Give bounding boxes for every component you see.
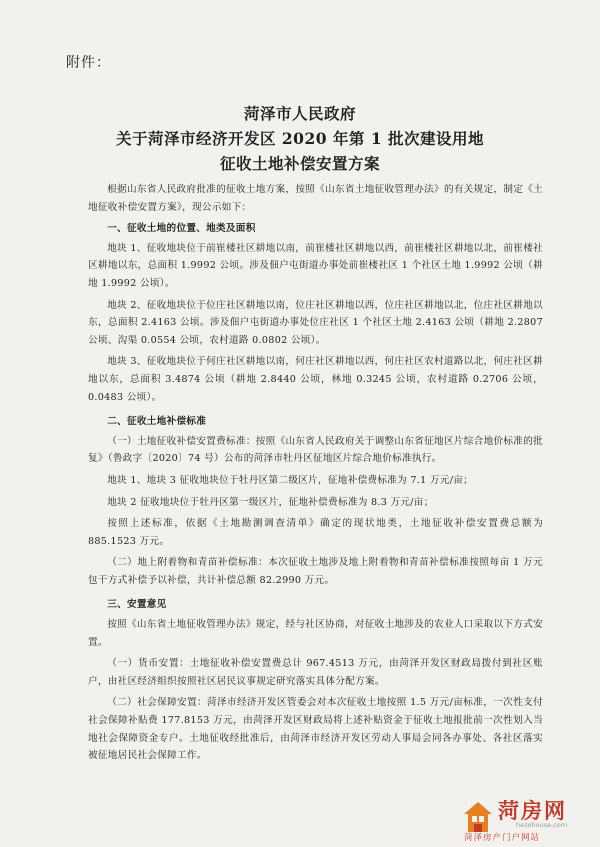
compensation-standard-paragraph: （一）土地征收补偿安置费标准：按照《山东省人民政府关于调整山东省征地区片综合地价标准的批复》（鲁政字〔2020〕74 号）公布的菏泽市牡丹区征地区片综合地价标准执行。 xyxy=(88,435,543,465)
parcel-1-paragraph: 地块 1、征收地块位于前崔楼社区耕地以南，前崔楼社区耕地以西，前崔楼社区耕地以北，前崔楼社区耕地以东，总面积 1.9992 公顷。涉及佃户屯街道办事处前崔楼社区 1 个社区土地 1.9992 公顷（耕地 1.9992 公顷）。 xyxy=(88,242,543,289)
house-logo-icon xyxy=(462,800,494,834)
watermark-slogan: 菏泽房产门户网站 xyxy=(464,833,541,843)
compensation-total-paragraph: 按照上述标准，依据《土地勘测调查清单》确定的现状地类，土地征收补偿安置费总额为 885.1523 万元。 xyxy=(88,518,543,547)
monetary-resettlement-paragraph: （一）货币安置：土地征收补偿安置费总计 967.4513 万元，由菏泽开发区财政局拨付到社区账户，由社区经济组织按照社区居民议事规定研究落实具体分配方案。 xyxy=(88,658,543,687)
watermark-domain: hezehouse.com xyxy=(516,821,568,829)
title-line-1: 菏泽市人民政府 xyxy=(243,104,356,123)
section-heading-3: 三、安置意见 xyxy=(107,599,167,611)
parcel-2-paragraph: 地块 2、征收地块位于位庄社区耕地以南，位庄社区耕地以西，位庄社区耕地以北，位庄社区耕地以东，总面积 2.4163 公顷。涉及佃户屯街道办事处位庄社区 1 个社区土地 2.4163 公顷（耕地 2.2807 公顷、沟渠 0.0554 公顷，农村道路 0.0802 公顷）。 xyxy=(88,299,543,346)
title-line-2: 关于菏泽市经济开发区 2020 年第 1 批次建设用地 xyxy=(115,129,484,148)
parcel-3-paragraph: 地块 3、征收地块位于何庄社区耕地以南，何庄社区耕地以西，何庄社区农村道路以北，何庄社区耕地以东，总面积 3.4874 公顷（耕地 2.8440 公顷，林地 0.3245 公顷，农村道路 0.2706 公顷，0.0483 公顷）。 xyxy=(88,356,543,403)
parcel-2-rate-paragraph: 地块 2 征收地块位于牡丹区第一级区片，征地补偿费标准为 8.3 万元/亩； xyxy=(107,496,434,508)
parcel-1-3-rate-paragraph: 地块 1、地块 3 征收地块位于牡丹区第二级区片，征地补偿费标准为 7.1 万元/亩； xyxy=(107,474,474,486)
section-heading-2: 二、征收土地补偿标准 xyxy=(107,416,207,428)
watermark-brand: 菏房网 xyxy=(498,799,567,823)
document-body xyxy=(88,181,543,769)
social-security-paragraph: （二）社会保障安置：菏泽市经济开发区管委会对本次征收土地按照 1.5 万元/亩标准，一次性支付社会保障补贴费 177.8153 万元，由菏泽开发区财政局将上述补贴资金于征收土地报批前一次性划入当地社会保障资金专户。土地征收经批准后，由菏泽市经济开发区劳动人事局会同各办事处、各社区落实被征地居民社会保障工作。 xyxy=(88,697,543,762)
watermark-logo xyxy=(462,795,592,843)
section-heading-1: 一、征收土地的位置、地类及面积 xyxy=(107,223,256,235)
intro-paragraph: 根据山东省人民政府批准的征收土地方案，按照《山东省土地征收管理办法》的有关规定，制定《土地征收补偿安置方案》，现公示如下： xyxy=(88,184,543,213)
attachments-compensation-paragraph: （二）地上附着物和青苗补偿标准：本次征收土地涉及地上附着物和青苗补偿标准按照每亩 1 万元包干方式补偿予以补偿，共计补偿总额 82.2990 万元。 xyxy=(88,557,543,586)
title-line-3: 征收土地补偿安置方案 xyxy=(219,154,380,173)
resettlement-intro-paragraph: 按照《山东省土地征收管理办法》规定，经与社区协商，对征收土地涉及的农业人口采取以下方式安置。 xyxy=(88,619,543,648)
document-title xyxy=(0,101,600,176)
attachment-label: 附件： xyxy=(66,55,111,71)
